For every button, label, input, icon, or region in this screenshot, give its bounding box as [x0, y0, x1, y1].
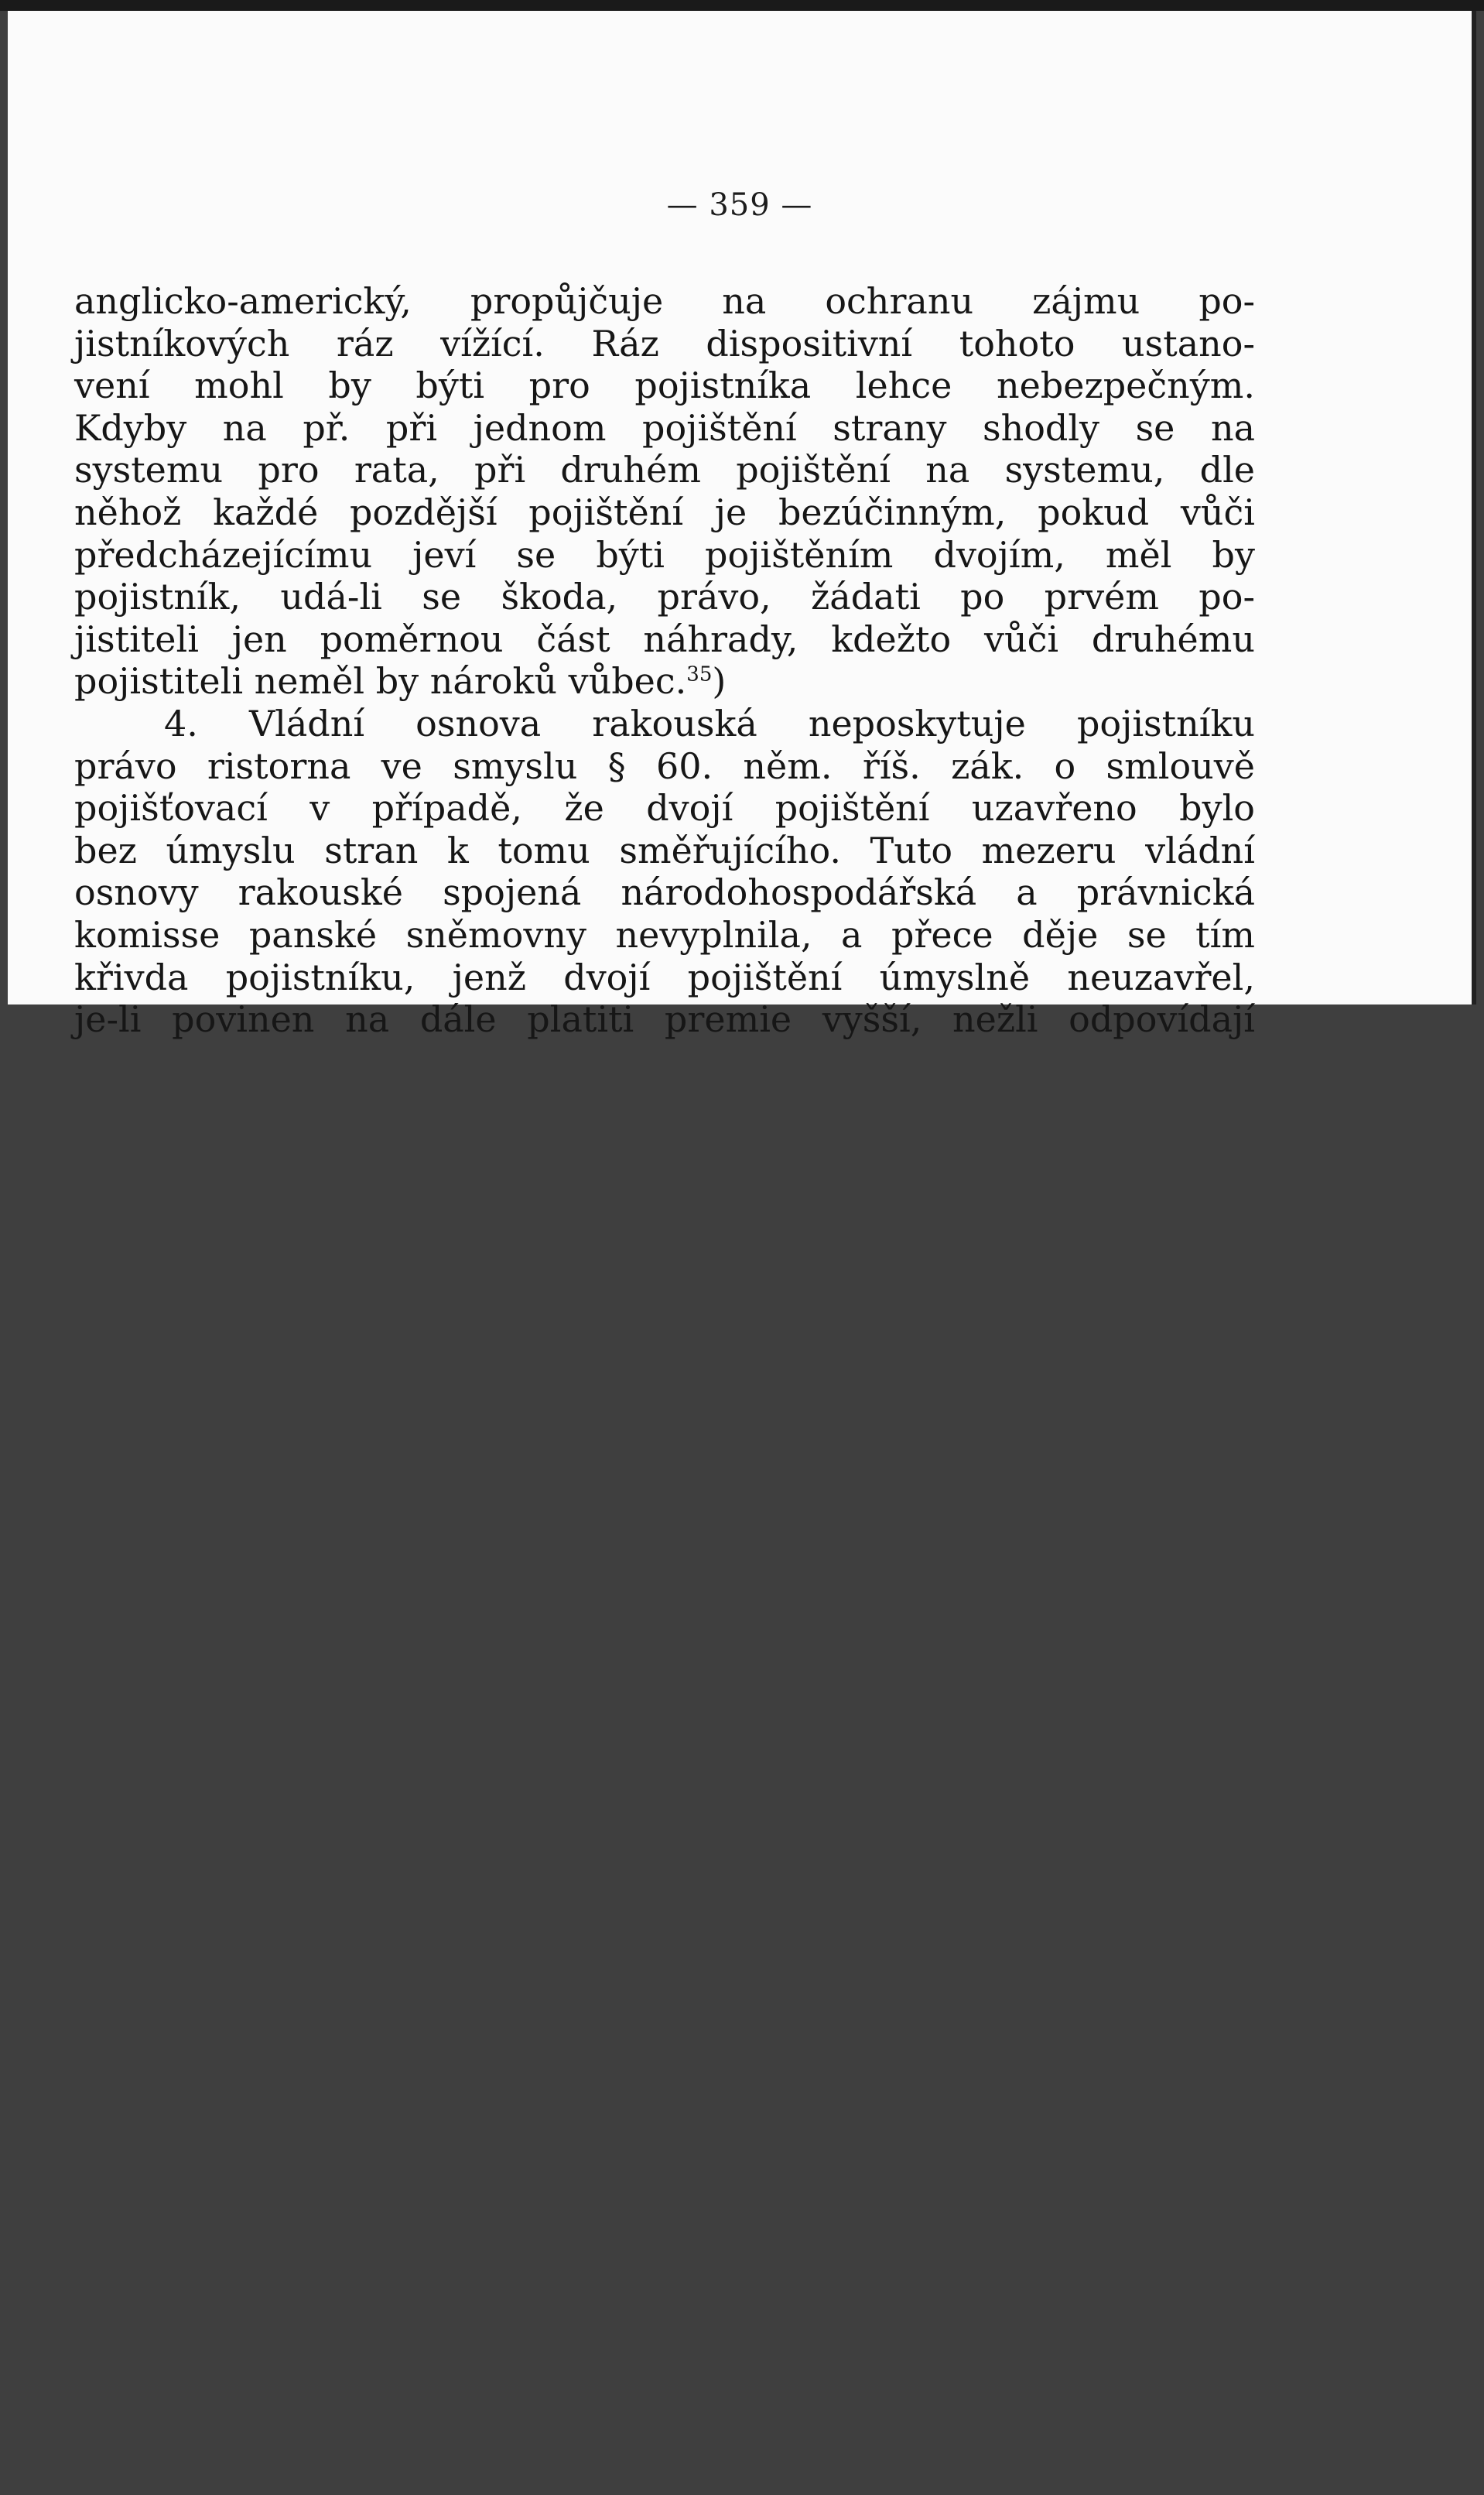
top-edge: [0, 0, 1484, 11]
text-line: komisse panské sněmovny nevyplnila, a přece děje se tím: [74, 913, 1255, 956]
text-line: pojistník, udá-li se škoda, právo, žádati po prvém po-: [74, 576, 1255, 618]
text-line: předcházejícímu jeví se býti pojištěním dvojím, měl by: [74, 533, 1255, 576]
text-line: systemu pro rata, při druhém pojištění na systemu, dle: [74, 449, 1255, 491]
text-line: Kdyby na př. při jednom pojištění strany shodly se na: [74, 406, 1255, 449]
scanned-page: [8, 11, 1476, 1041]
text-line: 4. Vládní osnova rakouská neposkytuje pojistníku: [164, 702, 1255, 744]
footnote-reference: 35: [686, 663, 713, 687]
text-line: anglicko-americký, propůjčuje na ochranu zájmu po-: [74, 280, 1255, 322]
text-line: jistníkových ráz vížící. Ráz dispositivní tohoto ustano-: [74, 322, 1255, 364]
footnote-paren: ): [712, 660, 727, 703]
text-line: právo ristorna ve smyslu § 60. něm. říš. zák. o smlouvě: [74, 744, 1255, 787]
text-line: je-li povinen na dále platiti premie vyšší, nežli odpovídají: [74, 998, 1255, 1041]
text-line: křivda pojistníku, jenž dvojí pojištění úmyslně neuzavřel,: [74, 956, 1255, 998]
text-line: jistiteli jen poměrnou část náhrady, kdežto vůči druhému: [74, 618, 1255, 660]
page-number: — 359 —: [666, 187, 813, 223]
body-text: [74, 280, 1255, 1041]
text-line: pojišťovací v případě, že dvojí pojištění uzavřeno bylo: [74, 787, 1255, 830]
text-line: bez úmyslu stran k tomu směřujícího. Tuto mezeru vládní: [74, 829, 1255, 871]
text-line: něhož každé pozdější pojištění je bezúčinným, pokud vůči: [74, 491, 1255, 533]
text-line: pojistiteli neměl by nároků vůbec.: [74, 660, 687, 703]
text-line: vení mohl by býti pro pojistníka lehce nebezpečným.: [74, 364, 1255, 407]
text-line-with-footnote: [74, 660, 1255, 703]
text-line: osnovy rakouské spojená národohospodářská a právnická: [74, 871, 1255, 914]
